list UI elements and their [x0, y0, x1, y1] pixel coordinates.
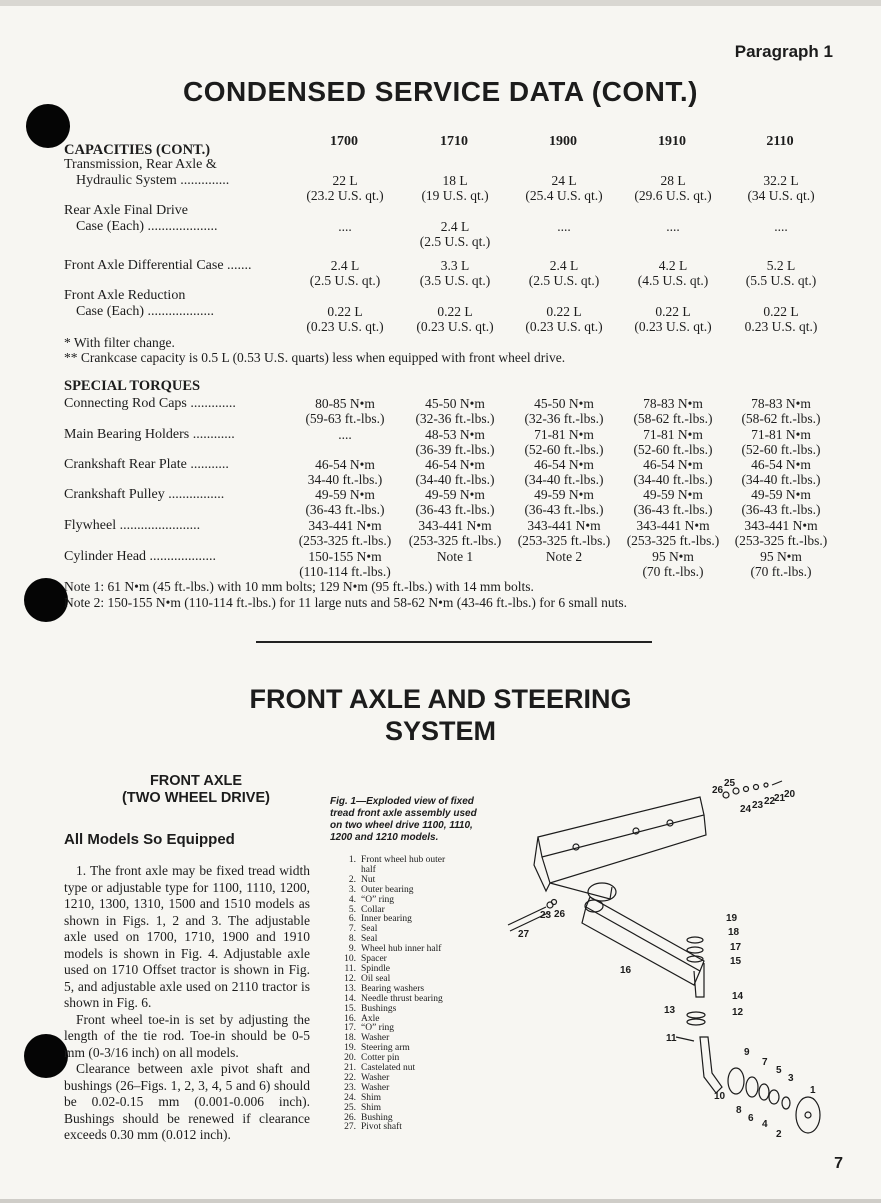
torque-label: Connecting Rod Caps .............	[64, 396, 236, 411]
torque-cell: 343-441 N•m (253-325 ft.-lbs.)	[517, 518, 611, 548]
capacity-cell: 2.4 L (2.5 U.S. qt.)	[419, 219, 491, 249]
scan-edge-bottom	[0, 1199, 881, 1203]
callout: 2	[776, 1129, 782, 1140]
torque-cell: 45-50 N•m (32-36 ft.-lbs.)	[415, 396, 495, 426]
models-heading: All Models So Equipped	[64, 831, 235, 848]
callout: 7	[762, 1057, 768, 1068]
legend-item: 16. Axle	[344, 1013, 380, 1024]
section-title: FRONT AXLE AND STEERING SYSTEM	[249, 684, 632, 746]
legend-item: 1. Front wheel hub outer	[348, 855, 446, 865]
torque-note-2: Note 2: 150-155 N•m (110-114 ft.-lbs.) for 11 large nuts and 58-62 N•m (43-46 ft.-lbs.) for 6 small nuts.	[64, 595, 627, 610]
scan-edge-top	[0, 0, 881, 6]
torque-cell: 343-441 N•m (253-325 ft.-lbs.)	[408, 518, 502, 548]
callout: 16	[620, 965, 632, 976]
axle-beam	[582, 897, 704, 997]
capacity-label: Case (Each) ...................	[76, 304, 215, 319]
capacity-label: Case (Each) ....................	[76, 219, 218, 234]
legend-item: 3. Outer bearing	[348, 884, 414, 895]
callout: 21	[774, 793, 786, 804]
callout: 5	[776, 1065, 782, 1076]
legend-item: 18. Washer	[344, 1033, 390, 1044]
capacity-label: Transmission, Rear Axle &	[64, 157, 217, 172]
body-text	[64, 863, 310, 1144]
capacity-cell: 4.2 L (4.5 U.S. qt.)	[637, 258, 709, 288]
callout: 26	[554, 909, 566, 920]
torque-cell: 343-441 N•m (253-325 ft.-lbs.)	[734, 518, 828, 548]
callout: 26	[712, 785, 724, 796]
legend-item: 23. Washer	[344, 1082, 390, 1093]
torque-cell: 49-59 N•m (36-43 ft.-lbs.)	[305, 487, 385, 517]
capacity-cell: 0.22 L (0.23 U.S. qt.)	[634, 304, 712, 334]
capacities-heading: CAPACITIES (CONT.)	[64, 142, 211, 158]
spindle	[676, 1037, 722, 1093]
body-paragraph: Clearance between axle pivot shaft and bushings (26–Figs. 1, 2, 3, 4, 5 and 6) should be 0.02-0.15 mm (0.001-0.006 inch). Bushings should be renewed if clearance exceeds 0.30 mm (0.012 inch).	[64, 1061, 310, 1142]
torque-cell: 78-83 N•m (58-62 ft.-lbs.)	[633, 396, 713, 426]
torque-label: Crankshaft Rear Plate ...........	[64, 457, 229, 472]
torque-cell: 71-81 N•m (52-60 ft.-lbs.)	[741, 427, 821, 457]
legend-item: 10. Spacer	[344, 954, 387, 965]
capacity-label: Hydraulic System ..............	[76, 173, 230, 188]
callout: 15	[730, 956, 742, 967]
callout: 9	[744, 1047, 750, 1058]
torque-cell: 150-155 N•m (110-114 ft.-lbs.)	[299, 549, 391, 579]
callout: 3	[788, 1073, 794, 1084]
legend-item: 24. Shim	[344, 1092, 382, 1103]
capacity-cell: 32.2 L (34 U.S. qt.)	[747, 173, 815, 203]
legend-item: 14. Needle thrust bearing	[344, 993, 443, 1004]
legend-item: 6. Inner bearing	[348, 914, 412, 925]
legend-item: 9. Wheel hub inner half	[348, 944, 442, 955]
callout: 10	[714, 1091, 726, 1102]
figure-legend	[338, 856, 478, 1133]
torque-note-1: Note 1: 61 N•m (45 ft.-lbs.) with 10 mm bolts; 129 N•m (95 ft.-lbs.) with 14 mm bolts.	[64, 579, 534, 594]
page-number: 7	[834, 1155, 843, 1172]
torque-cell: Note 2	[545, 549, 583, 564]
figure-caption: Fig. 1—Exploded view of fixed tread front axle assembly used on two wheel drive 1100, 1110, 1200 and 1210 models.	[330, 796, 477, 843]
paragraph-label: Paragraph 1	[734, 42, 833, 61]
legend-item: 20. Cotter pin	[344, 1053, 400, 1064]
torque-cell: 49-59 N•m (36-43 ft.-lbs.)	[741, 487, 821, 517]
capacity-cell: ....	[338, 219, 352, 234]
legend-item: 4. “O” ring	[348, 894, 394, 905]
callout: 4	[762, 1119, 768, 1130]
torque-label: Crankshaft Pulley ................	[64, 487, 225, 502]
torque-cell: 95 N•m (70 ft.-lbs.)	[750, 549, 812, 579]
callout: 8	[736, 1105, 742, 1116]
callout: 23	[540, 910, 552, 921]
capacity-cell: ....	[774, 219, 788, 234]
callout: 14	[732, 991, 744, 1002]
torque-cell: Note 1	[436, 549, 474, 564]
torque-cell: 78-83 N•m (58-62 ft.-lbs.)	[741, 396, 821, 426]
capacity-cell: 2.4 L (2.5 U.S. qt.)	[309, 258, 381, 288]
subsection-heading: FRONT AXLE (TWO WHEEL DRIVE)	[122, 773, 270, 806]
torque-cell: 46-54 N•m (34-40 ft.-lbs.)	[741, 457, 821, 487]
torque-cell: 48-53 N•m (36-39 ft.-lbs.)	[415, 427, 495, 457]
callout: 12	[732, 1007, 744, 1018]
legend-item: 7. Seal	[348, 924, 378, 935]
legend-item: 12. Oil seal	[344, 973, 391, 984]
capacity-cell: ....	[666, 219, 680, 234]
binder-hole-middle	[24, 578, 68, 622]
capacity-cell: 18 L (19 U.S. qt.)	[421, 173, 489, 203]
capacity-cell: 3.3 L (3.5 U.S. qt.)	[419, 258, 491, 288]
column-header-1700: 1700	[330, 134, 358, 149]
legend-item: 26. Bushing	[344, 1112, 393, 1123]
callout: 18	[728, 927, 740, 938]
column-header-1900: 1900	[549, 134, 577, 149]
column-header-1710: 1710	[440, 134, 468, 149]
callout: 23	[752, 800, 764, 811]
capacity-cell: 5.2 L (5.5 U.S. qt.)	[745, 258, 817, 288]
torque-cell: 49-59 N•m (36-43 ft.-lbs.)	[633, 487, 713, 517]
torque-cell: 46-54 N•m (34-40 ft.-lbs.)	[633, 457, 713, 487]
footnote: * With filter change.	[64, 335, 175, 350]
torque-cell: ....	[338, 427, 352, 442]
capacity-cell: 0.22 L (0.23 U.S. qt.)	[525, 304, 603, 334]
torque-cell: 95 N•m (70 ft.-lbs.)	[642, 549, 704, 579]
torque-cell: 71-81 N•m (52-60 ft.-lbs.)	[524, 427, 604, 457]
legend-item: 13. Bearing washers	[344, 983, 425, 994]
legend-item: 27. Pivot shaft	[344, 1122, 402, 1133]
legend-item: 17. “O” ring	[344, 1023, 394, 1034]
callout: 20	[784, 789, 796, 800]
legend-item: 8. Seal	[348, 934, 378, 945]
callout: 22	[764, 796, 776, 807]
callout: 13	[664, 1005, 676, 1016]
frame-bracket	[534, 797, 706, 901]
callout: 1	[810, 1085, 816, 1096]
torque-cell: 80-85 N•m (59-63 ft.-lbs.)	[305, 396, 385, 426]
capacity-cell: 24 L (25.4 U.S. qt.)	[525, 173, 603, 203]
capacity-label: Front Axle Reduction	[64, 288, 186, 303]
legend-item: 19. Steering arm	[344, 1043, 410, 1054]
torque-cell: 49-59 N•m (36-43 ft.-lbs.)	[524, 487, 604, 517]
torque-label: Main Bearing Holders ............	[64, 427, 235, 442]
torque-cell: 45-50 N•m (32-36 ft.-lbs.)	[524, 396, 604, 426]
body-paragraph: 1. The front axle may be fixed tread width type or adjustable type for 1100, 1110, 1200, 1210, 1300, 1310, 1500 and 1510 models as shown in Figs. 1, 2 and 3. The adjustable axle used on 1700, 1710, 1900 and 1910 models is shown in Fig. 4. Adjustable axle used on 1710 Offset tractor is shown in Fig. 5, and adjustable axle used on 2110 tractor is shown in Fig. 6.	[64, 863, 310, 1010]
capacity-cell: ....	[557, 219, 571, 234]
axle-exploded-drawing	[490, 775, 850, 1145]
torque-label: Cylinder Head ...................	[64, 549, 217, 564]
legend-item: half	[361, 864, 376, 875]
torque-cell: 46-54 N•m (34-40 ft.-lbs.)	[524, 457, 604, 487]
legend-item: 11. Spindle	[344, 963, 391, 974]
callout-numbers	[518, 778, 816, 1140]
capacity-label: Rear Axle Final Drive	[64, 203, 189, 218]
capacity-cell: 28 L (29.6 U.S. qt.)	[634, 173, 712, 203]
torques-heading: SPECIAL TORQUES	[64, 378, 201, 394]
capacity-cell: 2.4 L (2.5 U.S. qt.)	[528, 258, 600, 288]
capacity-cell: 0.22 L 0.23 U.S. qt.)	[744, 304, 818, 334]
callout: 24	[740, 804, 752, 815]
legend-item: 5. Collar	[348, 904, 385, 915]
capacity-label: Front Axle Differential Case .......	[64, 258, 252, 273]
torque-cell: 46-54 N•m 34-40 ft.-lbs.)	[307, 457, 383, 487]
legend-item: 2. Nut	[348, 874, 376, 885]
column-header-1910: 1910	[658, 134, 686, 149]
capacity-cell: 0.22 L (0.23 U.S. qt.)	[416, 304, 494, 334]
capacity-cell: 0.22 L (0.23 U.S. qt.)	[306, 304, 384, 334]
callout: 27	[518, 929, 530, 940]
column-header-2110: 2110	[766, 134, 794, 149]
torque-cell: 46-54 N•m (34-40 ft.-lbs.)	[415, 457, 495, 487]
torque-cell: 343-441 N•m (253-325 ft.-lbs.)	[626, 518, 720, 548]
torque-cell: 49-59 N•m (36-43 ft.-lbs.)	[415, 487, 495, 517]
callout: 25	[724, 778, 736, 789]
legend-item: 15. Bushings	[344, 1003, 397, 1014]
legend-item: 25. Shim	[344, 1102, 382, 1113]
torque-cell: 343-441 N•m (253-325 ft.-lbs.)	[298, 518, 392, 548]
section-divider	[256, 641, 652, 643]
body-paragraph: Front wheel toe-in is set by adjusting the length of the tie rod. Toe-in should be 0-5 mm (0-3/16 inch) on all models.	[64, 1011, 310, 1060]
torque-cell: 71-81 N•m (52-60 ft.-lbs.)	[633, 427, 713, 457]
callout: 11	[666, 1033, 677, 1044]
callout: 6	[748, 1113, 754, 1124]
torque-label: Flywheel .......................	[64, 518, 201, 533]
callout: 19	[726, 913, 738, 924]
page-title: CONDENSED SERVICE DATA (CONT.)	[183, 76, 698, 107]
footnote: ** Crankcase capacity is 0.5 L (0.53 U.S. quarts) less when equipped with front wheel drive.	[64, 350, 566, 365]
legend-item: 21. Castelated nut	[344, 1063, 416, 1074]
binder-hole-bottom	[24, 1034, 68, 1078]
wheel-hub	[728, 1068, 820, 1133]
legend-item: 22. Washer	[344, 1072, 390, 1083]
callout: 17	[730, 942, 742, 953]
capacity-cell: 22 L (23.2 U.S. qt.)	[306, 173, 384, 203]
